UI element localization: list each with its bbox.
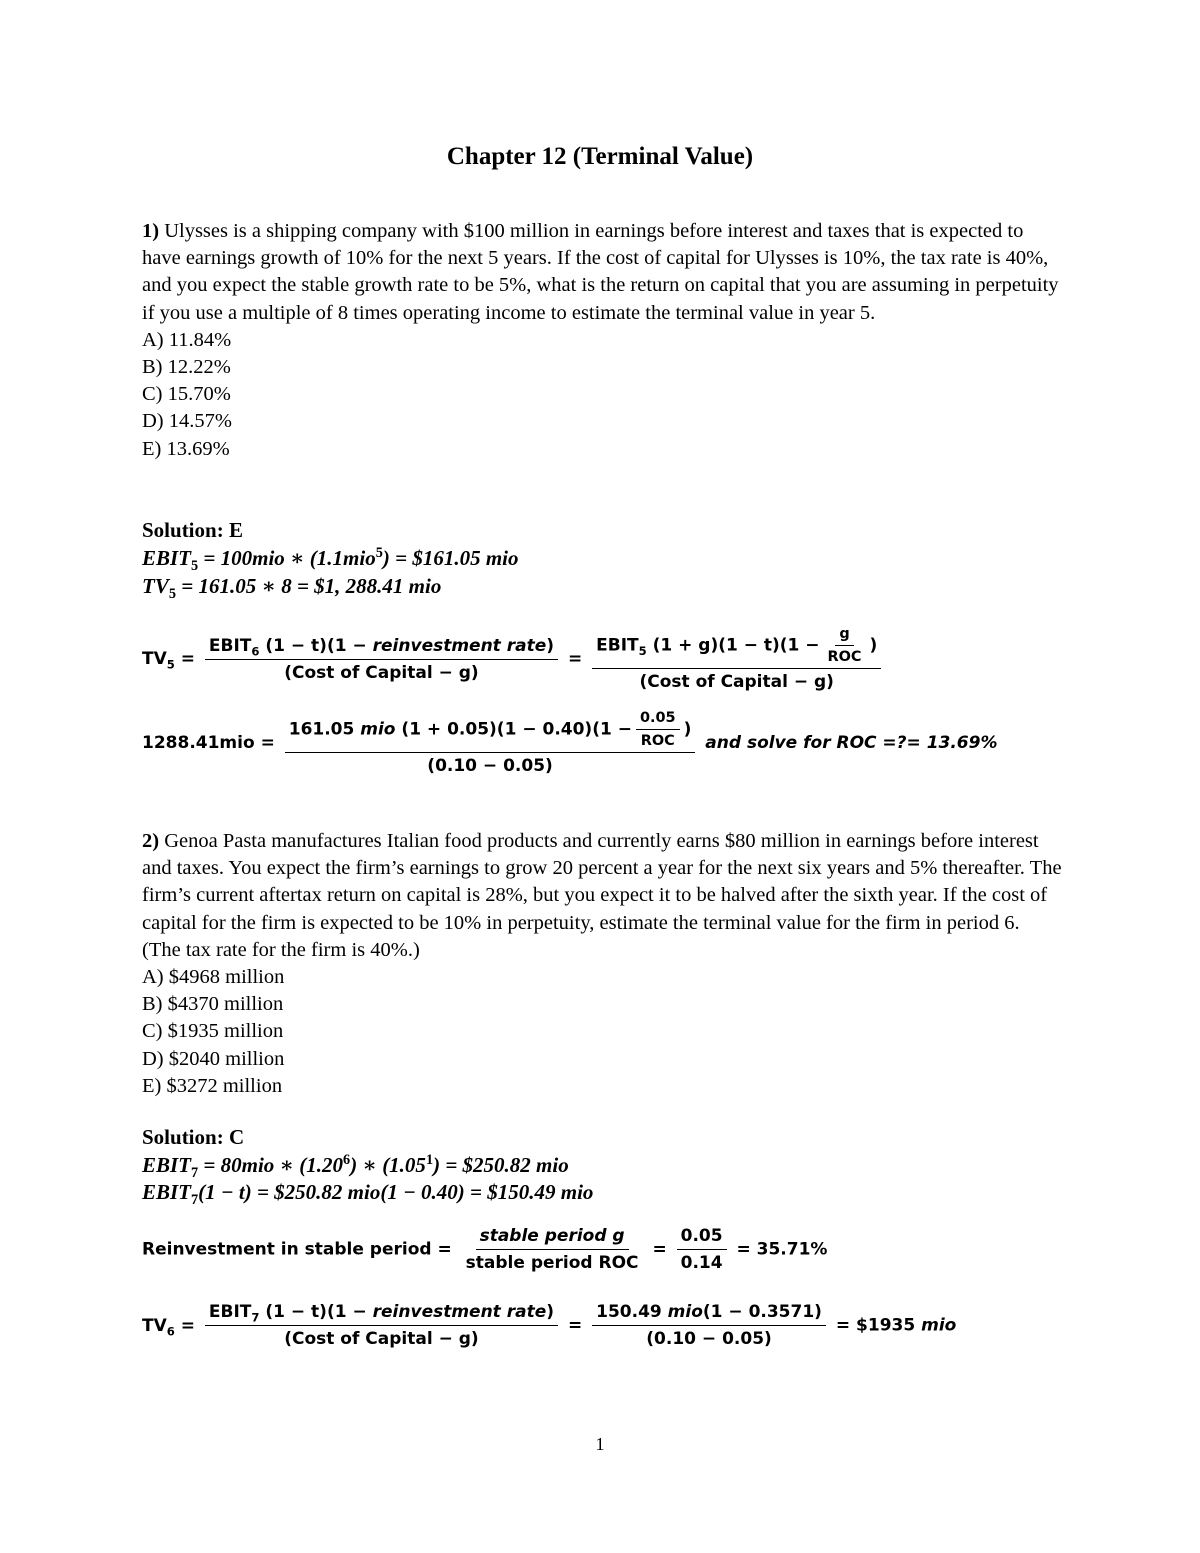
question-2-text: 2) Genoa Pasta manufactures Italian food products and currently earns $80 million in earnings before interest and taxes. You expect the firm’s earnings to grow 20 percent a year for the next six years and 5% thereafter. The firm’s current aftertax return on capital is 28%, but you expect it to be halved after the sixth year. If the cost of capital for the firm is expected to be 10% in perpetuity, estimate the terminal value for the firm in period 6. (The tax rate for the firm is 40%.) <box>142 830 1062 961</box>
solution-1-equation-tv: $TV_5 = 161.05$ ∗ 8 = $1, 288.41 mio <box>142 574 442 603</box>
option: A) 11.84% <box>142 328 232 351</box>
question-2-options <box>142 964 1062 1100</box>
solution-2-reinvestment-rate: Reinvestment in stable period = $\frac{\text{stable period g}}{\text{stable period ROC}}$ = $\frac{0.05}{0.14}$ = 35.71% <box>142 1226 828 1273</box>
solution-1-equation-ebit: $EBIT_5 = 100mio$ ∗ (1.1mio$^5$) = $161.05 mio <box>142 545 519 575</box>
solution-2-equation-ebit: $EBIT_7 = 80mio$ ∗ (1.20$^6$) ∗ $(1.05^1)$ = $250.82 mio <box>142 1152 569 1182</box>
question-1-options <box>142 327 1062 463</box>
question-1-text: 1) Ulysses is a shipping company with $100 million in earnings before interest and taxes that is expected to have earnings growth of 10% for the next 5 years. If the cost of capital for Ulysses is 10%, the tax rate is 40%, and you expect the stable growth rate to be 5%, what is the return on capital that you are assuming in perpetuity if you use a multiple of 8 times operating income to estimate the terminal value in year 5. <box>142 220 1059 324</box>
page-title: Chapter 12 (Terminal Value) <box>446 143 754 170</box>
solution-2-heading: Solution: C <box>142 1125 245 1149</box>
fraction: $\frac{EBIT_6 (1 - t)(1 - reinvestment rate)}{\text{(Cost of Capital − g)}}$ <box>205 636 558 683</box>
option: C) 15.70% <box>142 383 231 406</box>
solution-1-roc-equation: 1288.41mio = 161.05 mio (1 + 0.05)(1 − 0.40)(1 − $\frac{0.05}{\text{ROC}}$ ) (0.10 − 0.05) and solve for ROC =?= 13.69% <box>142 710 998 776</box>
solution-1-tv-formula: $TV_5$ = $\frac{EBIT_6 (1 - t)(1 - reinvestment rate)}{\text{(Cost of Capital − g)}}$ = $EBIT_5$ (1 + g)(1 − t)(1 − $\frac{g}{\text{ROC}}$ ) (Cost of Capital − g) <box>142 626 885 692</box>
solution-1-heading: Solution: E <box>142 518 243 542</box>
question-2 <box>142 828 1062 1100</box>
question-1-number: 1) <box>142 220 160 242</box>
fraction: $\frac{g}{\text{ROC}}$ <box>827 626 862 665</box>
option: E) $3272 million <box>142 1074 283 1097</box>
fraction: $\frac{\text{150.49 mio(1 − 0.3571)}}{(0.10 - 0.05)}$ <box>592 1302 826 1349</box>
fraction: $\frac{\text{stable period g}}{\text{stable period ROC}}$ <box>465 1226 639 1273</box>
page-number: 1 <box>595 1434 605 1454</box>
solution-2-tv-equation: $TV_6$ = $\frac{EBIT_7 (1 - t)(1 - reinvestment rate)}{\text{(Cost of Capital − g)}}$ = $\frac{\text{150.49 mio(1 − 0.3571)}}{(0.10 - 0.05)}$ = $1935 mio <box>142 1302 957 1349</box>
solution-2-equation-aftertax: $EBIT_7(1 - t)$ = $250.82 mio(1 − 0.40) = $150.49 mio <box>142 1180 594 1209</box>
fraction: 161.05 mio (1 + 0.05)(1 − 0.40)(1 − $\frac{0.05}{\text{ROC}}$ ) (0.10 − 0.05) <box>285 710 696 776</box>
option: B) 12.22% <box>142 356 231 379</box>
option: D) 14.57% <box>142 410 232 433</box>
question-1 <box>142 218 1062 463</box>
option: C) $1935 million <box>142 1020 284 1043</box>
option: E) 13.69% <box>142 437 230 460</box>
fraction: $\frac{0.05}{\text{ROC}}$ <box>636 710 680 749</box>
fraction: $\frac{EBIT_7 (1 - t)(1 - reinvestment rate)}{\text{(Cost of Capital − g)}}$ <box>205 1302 558 1349</box>
option: A) $4968 million <box>142 966 285 989</box>
fraction: $EBIT_5$ (1 + g)(1 − t)(1 − $\frac{g}{\text{ROC}}$ ) (Cost of Capital − g) <box>592 626 881 692</box>
option: B) $4370 million <box>142 993 284 1016</box>
question-2-number: 2) <box>142 830 160 852</box>
fraction: $\frac{0.05}{0.14}$ <box>677 1226 727 1273</box>
option: D) $2040 million <box>142 1047 285 1070</box>
